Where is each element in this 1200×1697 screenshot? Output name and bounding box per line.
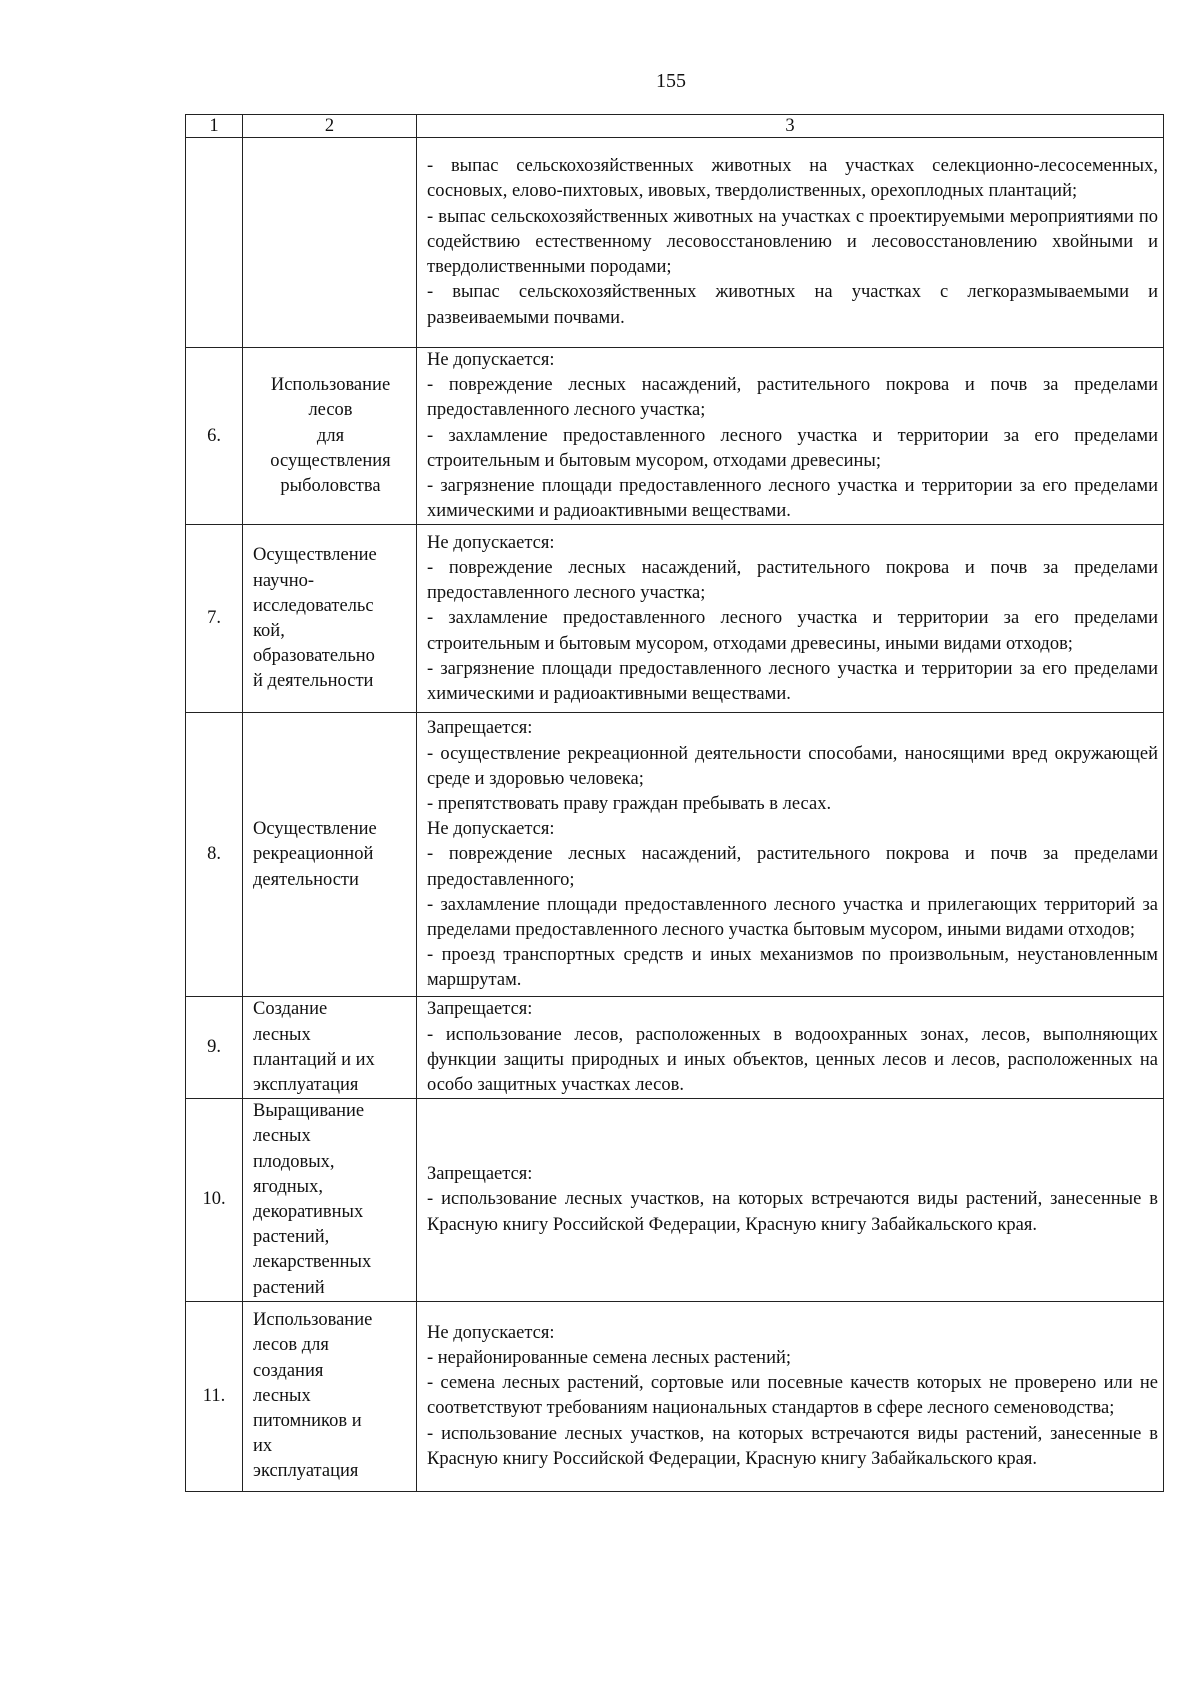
- restriction-paragraph: - использование лесов, расположенных в водоохранных зонах, лесов, выполняющих функции защиты природных и иных объектов, ценных лесов и лесов, расположенных на особо защитных участках лесов.: [427, 1024, 1158, 1096]
- restriction-paragraph: - захламление площади предоставленного лесного участка и прилегающих территорий за пределами предоставленного лесного участка бытовым мусором, иными видами отходов;: [427, 894, 1158, 940]
- table-row: [186, 1099, 1164, 1302]
- activity-line: рекреационной: [253, 844, 374, 865]
- restrictions-cell: [417, 1099, 1164, 1302]
- restriction-paragraph: Не допускается:: [427, 350, 555, 370]
- activity-line: образовательно: [253, 646, 375, 667]
- restriction-paragraph: - выпас сельскохозяйственных животных на участках с проектируемыми мероприятиями по содействию естественному лесовосстановлению и лесовосстановлению хвойными и твердолиственными породами;: [427, 206, 1158, 278]
- activity-line: Использование: [270, 375, 391, 396]
- row-number: 9.: [186, 997, 243, 1099]
- restriction-paragraph: Запрещается:: [427, 718, 533, 739]
- activity-line: ягодных,: [253, 1176, 323, 1197]
- activity-line: растений: [253, 1277, 325, 1298]
- activity-type-cell: [243, 525, 417, 713]
- restriction-paragraph: - повреждение лесных насаждений, растительного покрова и почв за пределами предоставленного;: [427, 844, 1158, 890]
- restriction-paragraph: Не допускается:: [427, 1322, 555, 1343]
- restriction-paragraph: - нерайонированные семена лесных растений;: [427, 1347, 792, 1368]
- column-header-2: 2: [243, 115, 417, 138]
- activity-line: лесных: [253, 1024, 311, 1045]
- restrictions-cell: [417, 1301, 1164, 1491]
- table-header-row: [186, 115, 1164, 138]
- restriction-paragraph: - захламление предоставленного лесного участка и территории за его пределами строительным и бытовым мусором, отходами древесины, иными видами отходов;: [427, 608, 1158, 654]
- restriction-paragraph: - использование лесных участков, на которых встречаются виды растений, занесенные в Красную книгу Российской Федерации, Красную книгу Забайкальского края.: [427, 1189, 1158, 1235]
- activity-line: эксплуатация: [253, 1075, 359, 1096]
- restriction-paragraph: Запрещается:: [427, 999, 533, 1020]
- page-number: 155: [656, 70, 686, 92]
- activity-line: создания: [253, 1360, 324, 1381]
- restrictions-cell: [417, 713, 1164, 997]
- restriction-paragraph: Не допускается:: [427, 532, 555, 553]
- activity-type-cell: [243, 713, 417, 997]
- activity-type-cell: [243, 1099, 417, 1302]
- restrictions-cell: [417, 525, 1164, 713]
- table-row: [186, 713, 1164, 997]
- row-number: 7.: [186, 525, 243, 713]
- activity-line: лесных: [253, 1126, 311, 1147]
- restriction-paragraph: - выпас сельскохозяйственных животных на участках селекционно-лесосеменных, сосновых, елово-пихтовых, ивовых, твердолиственных, орехоплодных плантаций;: [427, 156, 1158, 202]
- activity-line: Выращивание: [253, 1101, 365, 1122]
- activity-line: рыболовства: [280, 476, 381, 497]
- activity-line: Осуществление: [253, 545, 377, 566]
- activity-line: осуществления: [270, 450, 391, 471]
- activity-line: деятельности: [253, 869, 359, 890]
- column-header-3: 3: [417, 115, 1164, 138]
- activity-type-cell: [243, 138, 417, 348]
- activity-type-cell: [243, 348, 417, 525]
- activity-line: плодовых,: [253, 1151, 335, 1172]
- restriction-paragraph: - проезд транспортных средств и иных механизмов по произвольным, неустановленным маршрутам.: [427, 945, 1158, 991]
- restriction-paragraph: - повреждение лесных насаждений, растительного покрова и почв за пределами предоставленного лесного участка;: [427, 557, 1158, 604]
- activity-line: лекарственных: [253, 1252, 372, 1273]
- activity-line: исследовательс: [253, 595, 374, 616]
- activity-line: Осуществление: [253, 819, 377, 840]
- row-number: [186, 138, 243, 348]
- activity-line: эксплуатация: [253, 1461, 359, 1482]
- restriction-paragraph: - загрязнение площади предоставленного лесного участка и территории за его пределами химическими и радиоактивными веществами.: [427, 658, 1158, 704]
- activity-line: Использование: [253, 1310, 373, 1331]
- restrictions-table: [185, 114, 1164, 1492]
- activity-line: декоративных: [253, 1202, 364, 1223]
- restriction-paragraph: - загрязнение площади предоставленного лесного участка и территории за его пределами химическими и радиоактивными веществами.: [427, 476, 1158, 522]
- table-row: [186, 1301, 1164, 1491]
- activity-line: для: [316, 425, 345, 446]
- table-row: [186, 997, 1164, 1099]
- restriction-paragraph: - использование лесных участков, на которых встречаются виды растений, занесенные в Красную книгу Российской Федерации, Красную книгу Забайкальского края.: [427, 1423, 1158, 1469]
- restrictions-cell: [417, 997, 1164, 1099]
- table-row: [186, 138, 1164, 348]
- activity-type-cell: [243, 1301, 417, 1491]
- row-number: 6.: [186, 348, 243, 525]
- table-row: [186, 525, 1164, 713]
- row-number: 10.: [186, 1099, 243, 1302]
- restriction-paragraph: - выпас сельскохозяйственных животных на участках с легкоразмываемыми и развеиваемыми почвами.: [427, 282, 1158, 328]
- activity-line: лесных: [253, 1385, 311, 1406]
- activity-line: их: [253, 1436, 273, 1457]
- activity-line: кой,: [253, 620, 285, 641]
- activity-line: Создание: [253, 999, 328, 1020]
- restriction-paragraph: Запрещается:: [427, 1164, 533, 1185]
- restriction-paragraph: - захламление предоставленного лесного участка и территории за его пределами строительным и бытовым мусором, отходами древесины;: [427, 425, 1158, 471]
- restriction-paragraph: - повреждение лесных насаждений, растительного покрова и почв за пределами предоставленного лесного участка;: [427, 375, 1158, 421]
- activity-line: научно-: [253, 570, 315, 591]
- restriction-paragraph: - препятствовать праву граждан пребывать в лесах.: [427, 793, 832, 814]
- activity-line: плантаций и их: [253, 1049, 375, 1070]
- activity-line: питомников и: [253, 1410, 362, 1431]
- row-number: 8.: [186, 713, 243, 997]
- activity-type-cell: [243, 997, 417, 1099]
- restrictions-cell: [417, 348, 1164, 525]
- column-header-1: 1: [186, 115, 243, 138]
- row-number: 11.: [186, 1301, 243, 1491]
- restriction-paragraph: - семена лесных растений, сортовые или посевные качеств которых не проверено или не соответствуют требованиям национальных стандартов в сфере лесного семеноводства;: [427, 1373, 1158, 1419]
- activity-line: й деятельности: [253, 671, 374, 692]
- activity-line: лесов для: [253, 1335, 329, 1356]
- table-row: [186, 348, 1164, 525]
- activity-line: лесов: [308, 400, 353, 421]
- restriction-paragraph: Не допускается:: [427, 819, 555, 840]
- restriction-paragraph: - осуществление рекреационной деятельности способами, наносящими вред окружающей среде и здоровью человека;: [427, 743, 1158, 789]
- activity-line: растений,: [253, 1227, 330, 1248]
- restrictions-cell: [417, 138, 1164, 348]
